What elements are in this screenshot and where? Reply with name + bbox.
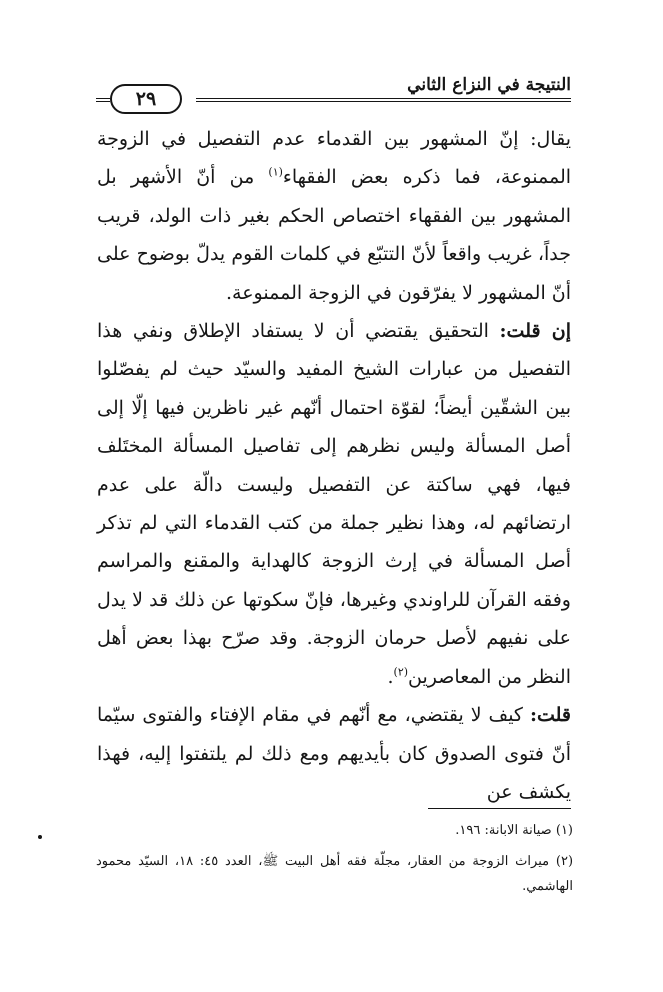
running-header xyxy=(96,74,571,124)
paragraph-3 xyxy=(97,696,571,811)
page-number: ٢٩ xyxy=(110,84,182,114)
margin-dot xyxy=(38,835,42,839)
footnote-ref-2: (٢) xyxy=(393,665,409,679)
footnote-separator xyxy=(428,808,571,809)
paragraph-1-continuation: من أنّ الأشهر بل المشهور بين الفقهاء اختصاص الحكم بغير ذات الولد، قريب جداً، غريب واقعاً لأنّ التتبّع في كلمات القوم يدلّ بوضوح على أنّ المشهور لا يفرّقون في الزوجة الممنوعة. xyxy=(97,166,571,304)
paragraph-2-lead: إن قلت: xyxy=(499,320,571,343)
header-rule xyxy=(196,98,571,102)
footnote-ref-1: (١) xyxy=(268,166,283,180)
paragraph-2-end: . xyxy=(387,665,394,688)
footnote-2: (٢) ميراث الزوجة من العقار، مجلّة فقه أهل البيت ﷺ، العدد ٤٥: ١٨، السيّد محمود الهاشمي. xyxy=(96,854,574,894)
paragraph-2 xyxy=(97,312,571,696)
paragraph-1 xyxy=(97,120,571,312)
paragraph-1-text: يقال: إنّ المشهور بين القدماء عدم التفصيل في الزوجة الممنوعة، فما ذكره بعض الفقهاء xyxy=(97,128,572,189)
main-text xyxy=(97,120,571,811)
paragraph-3-text: كيف لا يقتضي، مع أنّهم في مقام الإفتاء والفتوى سيّما أنّ فتوى الصدوق كان بأيديهم ومع ذلك لم يلتفتوا إليه، فهذا يكشف عن xyxy=(97,704,571,803)
footnotes xyxy=(96,818,573,905)
paragraph-2-text: التحقيق يقتضي أن لا يستفاد الإطلاق ونفي هذا التفصيل من عبارات الشيخ المفيد والسيّد حيث لم يفصّلوا بين الشقّين أيضاً؛ لقوّة احتمال أنّهم غير ناظرين فيها إلّا إلى أصل المسألة وليس نظرهم إلى تفاصيل المسألة المختَلف فيها، فهي ساكتة عن التفصيل وليست دالّة على عدم ارتضائهم له، وهذا نظير جملة من كتب القدماء التي لم تذكر أصل المسألة في إرث الزوجة كالهداية والمقنع والمراسم وفقه القرآن للراوندي وغيرها، فإنّ سكوتها عن ذلك قد لا يدل على نفيهم لأصل حرمان الزوجة. وقد صرّح بهذا بعض أهل النظر من المعاصرين xyxy=(97,320,571,688)
footnote-1: (١) صيانة الابانة: ١٩٦. xyxy=(455,823,573,838)
running-title: النتيجة في النزاع الثاني xyxy=(407,75,571,95)
header-rule-left xyxy=(96,98,110,102)
paragraph-3-lead: قلت: xyxy=(529,704,571,727)
